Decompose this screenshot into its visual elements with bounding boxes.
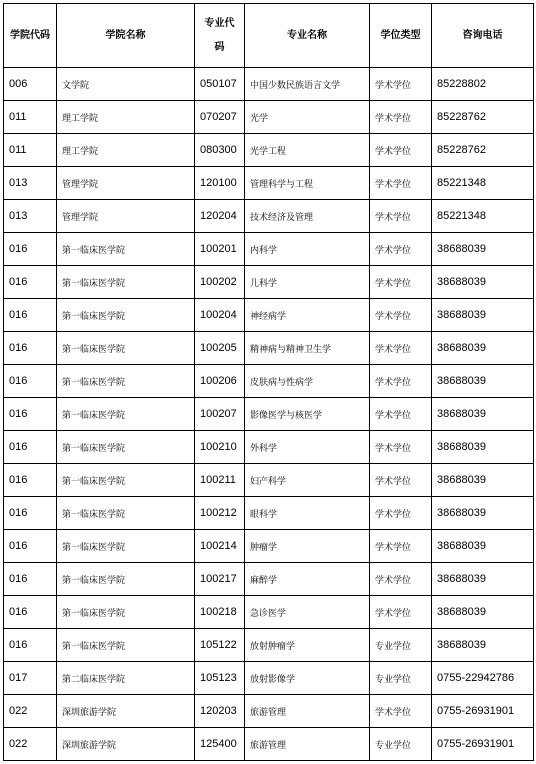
cell-major-code: 100210 [195, 431, 245, 464]
cell-major-name: 技术经济及管理 [245, 200, 370, 233]
cell-major-code: 105123 [195, 662, 245, 695]
table-body [4, 68, 534, 761]
header-phone: 咨询电话 [432, 4, 534, 68]
cell-college-name: 第一临床医学院 [57, 398, 195, 431]
cell-major-code: 120204 [195, 200, 245, 233]
cell-college-name: 文学院 [57, 68, 195, 101]
cell-degree-type: 学术学位 [370, 299, 432, 332]
header-major-code: 专业代码 [195, 4, 245, 68]
cell-major-name: 妇产科学 [245, 464, 370, 497]
cell-college-name: 第一临床医学院 [57, 464, 195, 497]
cell-major-name: 皮肤病与性病学 [245, 365, 370, 398]
cell-degree-type: 学术学位 [370, 563, 432, 596]
cell-phone: 38688039 [432, 431, 534, 464]
cell-major-code: 125400 [195, 728, 245, 761]
cell-college-name: 深圳旅游学院 [57, 695, 195, 728]
cell-major-code: 100204 [195, 299, 245, 332]
header-college-name: 学院名称 [57, 4, 195, 68]
cell-major-name: 肿瘤学 [245, 530, 370, 563]
cell-major-code: 100206 [195, 365, 245, 398]
cell-phone: 38688039 [432, 629, 534, 662]
cell-college-code: 016 [4, 629, 57, 662]
cell-major-name: 中国少数民族语言文学 [245, 68, 370, 101]
cell-major-code: 050107 [195, 68, 245, 101]
table-row [4, 596, 534, 629]
cell-degree-type: 学术学位 [370, 365, 432, 398]
cell-college-code: 013 [4, 200, 57, 233]
table-row [4, 497, 534, 530]
cell-college-code: 006 [4, 68, 57, 101]
cell-college-code: 016 [4, 398, 57, 431]
cell-major-code: 070207 [195, 101, 245, 134]
cell-major-name: 精神病与精神卫生学 [245, 332, 370, 365]
cell-college-name: 第二临床医学院 [57, 662, 195, 695]
cell-degree-type: 学术学位 [370, 101, 432, 134]
table-row [4, 464, 534, 497]
cell-major-name: 放射肿瘤学 [245, 629, 370, 662]
cell-college-code: 013 [4, 167, 57, 200]
cell-college-name: 管理学院 [57, 200, 195, 233]
cell-college-code: 011 [4, 134, 57, 167]
cell-college-name: 第一临床医学院 [57, 365, 195, 398]
cell-degree-type: 学术学位 [370, 464, 432, 497]
cell-major-name: 急诊医学 [245, 596, 370, 629]
cell-degree-type: 学术学位 [370, 332, 432, 365]
cell-major-name: 眼科学 [245, 497, 370, 530]
cell-college-name: 理工学院 [57, 101, 195, 134]
cell-phone: 38688039 [432, 365, 534, 398]
cell-degree-type: 学术学位 [370, 398, 432, 431]
table-row [4, 167, 534, 200]
cell-major-code: 100214 [195, 530, 245, 563]
cell-phone: 38688039 [432, 233, 534, 266]
cell-degree-type: 学术学位 [370, 134, 432, 167]
cell-college-code: 016 [4, 365, 57, 398]
cell-major-code: 100202 [195, 266, 245, 299]
table-row [4, 134, 534, 167]
cell-major-code: 120203 [195, 695, 245, 728]
cell-degree-type: 学术学位 [370, 695, 432, 728]
cell-major-code: 100201 [195, 233, 245, 266]
cell-college-code: 016 [4, 464, 57, 497]
cell-phone: 38688039 [432, 398, 534, 431]
cell-college-code: 016 [4, 233, 57, 266]
table-row [4, 365, 534, 398]
cell-degree-type: 学术学位 [370, 200, 432, 233]
cell-degree-type: 专业学位 [370, 629, 432, 662]
cell-major-name: 旅游管理 [245, 728, 370, 761]
cell-college-name: 第一临床医学院 [57, 233, 195, 266]
cell-college-name: 第一临床医学院 [57, 332, 195, 365]
cell-college-name: 理工学院 [57, 134, 195, 167]
cell-college-name: 第一临床医学院 [57, 497, 195, 530]
table-header [4, 4, 534, 68]
cell-phone: 85228762 [432, 101, 534, 134]
cell-major-code: 100212 [195, 497, 245, 530]
cell-phone: 0755-26931901 [432, 728, 534, 761]
cell-college-name: 第一临床医学院 [57, 431, 195, 464]
cell-degree-type: 学术学位 [370, 530, 432, 563]
cell-major-name: 光学工程 [245, 134, 370, 167]
cell-phone: 85228802 [432, 68, 534, 101]
cell-college-code: 016 [4, 497, 57, 530]
cell-major-name: 内科学 [245, 233, 370, 266]
table-row [4, 299, 534, 332]
cell-phone: 38688039 [432, 464, 534, 497]
cell-college-name: 第一临床医学院 [57, 299, 195, 332]
header-row [4, 4, 534, 68]
table-row [4, 662, 534, 695]
table-row [4, 101, 534, 134]
cell-phone: 85221348 [432, 200, 534, 233]
cell-phone: 38688039 [432, 332, 534, 365]
cell-college-name: 第一临床医学院 [57, 530, 195, 563]
cell-college-code: 016 [4, 563, 57, 596]
cell-college-code: 017 [4, 662, 57, 695]
cell-college-name: 第一临床医学院 [57, 563, 195, 596]
table-row [4, 68, 534, 101]
cell-major-code: 080300 [195, 134, 245, 167]
cell-college-code: 016 [4, 332, 57, 365]
cell-phone: 38688039 [432, 266, 534, 299]
cell-major-name: 外科学 [245, 431, 370, 464]
cell-college-name: 第一临床医学院 [57, 596, 195, 629]
table-row [4, 266, 534, 299]
cell-college-code: 022 [4, 695, 57, 728]
table-row [4, 629, 534, 662]
cell-degree-type: 专业学位 [370, 728, 432, 761]
cell-major-name: 放射影像学 [245, 662, 370, 695]
cell-major-name: 光学 [245, 101, 370, 134]
cell-major-code: 100211 [195, 464, 245, 497]
cell-major-code: 100207 [195, 398, 245, 431]
cell-degree-type: 学术学位 [370, 596, 432, 629]
cell-phone: 38688039 [432, 497, 534, 530]
cell-phone: 38688039 [432, 563, 534, 596]
cell-degree-type: 学术学位 [370, 431, 432, 464]
cell-degree-type: 学术学位 [370, 68, 432, 101]
cell-major-name: 影像医学与核医学 [245, 398, 370, 431]
cell-college-code: 016 [4, 431, 57, 464]
cell-degree-type: 学术学位 [370, 266, 432, 299]
cell-college-code: 016 [4, 299, 57, 332]
cell-college-code: 016 [4, 266, 57, 299]
cell-phone: 38688039 [432, 530, 534, 563]
cell-college-name: 管理学院 [57, 167, 195, 200]
header-major-name: 专业名称 [245, 4, 370, 68]
cell-college-code: 016 [4, 530, 57, 563]
table-row [4, 563, 534, 596]
cell-college-name: 第一临床医学院 [57, 629, 195, 662]
table-row [4, 530, 534, 563]
cell-college-name: 第一临床医学院 [57, 266, 195, 299]
cell-degree-type: 学术学位 [370, 497, 432, 530]
cell-major-name: 神经病学 [245, 299, 370, 332]
cell-phone: 85221348 [432, 167, 534, 200]
cell-phone: 38688039 [432, 299, 534, 332]
cell-major-name: 管理科学与工程 [245, 167, 370, 200]
cell-major-code: 100218 [195, 596, 245, 629]
header-college-code: 学院代码 [4, 4, 57, 68]
table-row [4, 431, 534, 464]
cell-phone: 85228762 [432, 134, 534, 167]
cell-phone: 38688039 [432, 596, 534, 629]
cell-degree-type: 学术学位 [370, 233, 432, 266]
cell-major-name: 麻醉学 [245, 563, 370, 596]
cell-phone: 0755-26931901 [432, 695, 534, 728]
cell-college-code: 016 [4, 596, 57, 629]
table-row [4, 233, 534, 266]
cell-major-name: 旅游管理 [245, 695, 370, 728]
table-row [4, 695, 534, 728]
cell-major-code: 100205 [195, 332, 245, 365]
header-degree-type: 学位类型 [370, 4, 432, 68]
table-row [4, 200, 534, 233]
admissions-table [3, 3, 534, 761]
cell-degree-type: 专业学位 [370, 662, 432, 695]
cell-major-code: 100217 [195, 563, 245, 596]
cell-major-code: 120100 [195, 167, 245, 200]
cell-major-code: 105122 [195, 629, 245, 662]
cell-major-name: 儿科学 [245, 266, 370, 299]
cell-degree-type: 学术学位 [370, 167, 432, 200]
table-row [4, 398, 534, 431]
cell-college-code: 022 [4, 728, 57, 761]
cell-phone: 0755-22942786 [432, 662, 534, 695]
table-row [4, 332, 534, 365]
cell-college-name: 深圳旅游学院 [57, 728, 195, 761]
table-row [4, 728, 534, 761]
cell-college-code: 011 [4, 101, 57, 134]
